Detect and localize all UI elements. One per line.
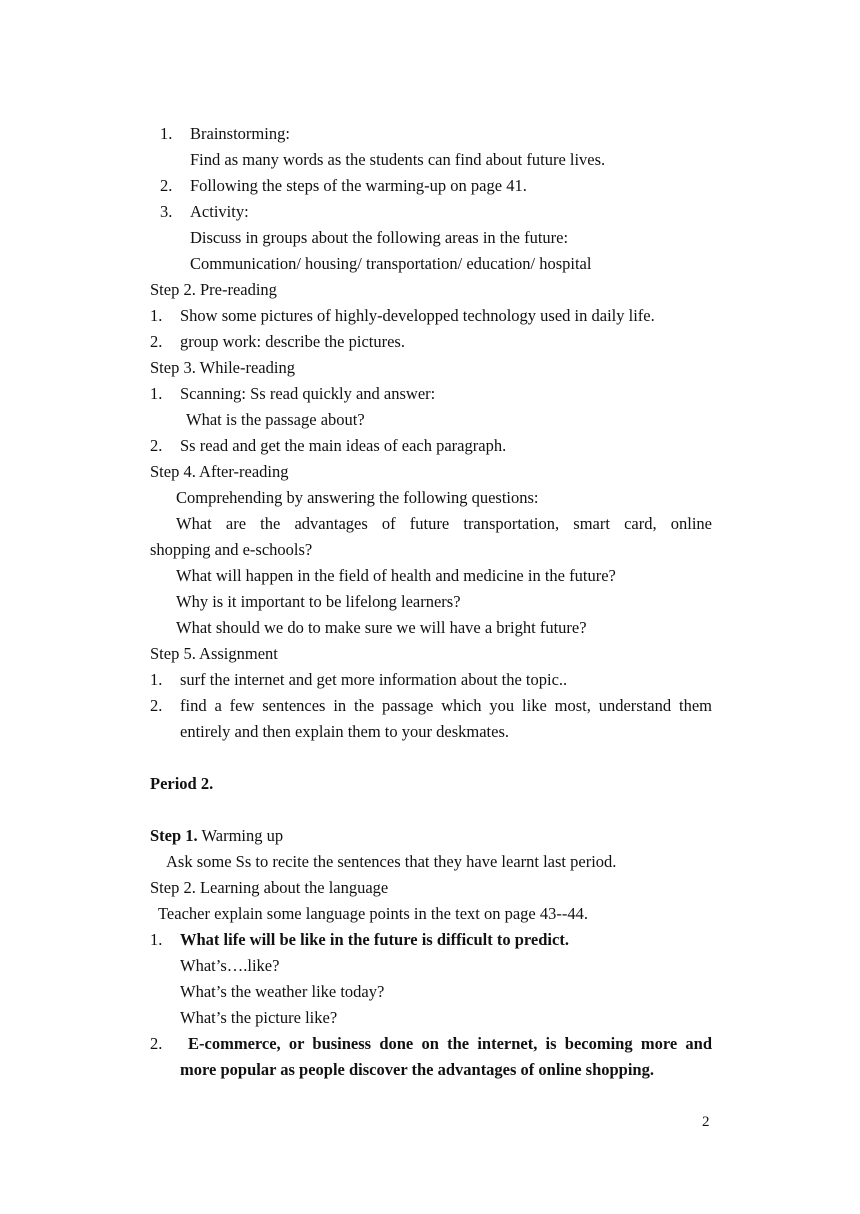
list-number: 2. (150, 332, 163, 351)
list-number: 1. (150, 930, 163, 949)
list-item-text: surf the internet and get more information about the topic.. (180, 670, 568, 689)
list-number: 1. (150, 306, 163, 325)
list-item-text: Show some pictures of highly-developped technology used in daily life. (180, 306, 655, 325)
question-text: What are the advantages of future transportation, smart card, online (176, 514, 712, 533)
language-point: E-commerce, or business done on the internet, is becoming more and (188, 1034, 712, 1053)
question-text: shopping and e-schools? (150, 540, 313, 559)
list-item-detail: Discuss in groups about the following areas in the future: (190, 228, 569, 247)
list-item-title: Activity: (190, 202, 249, 221)
list-number: 2. (150, 436, 163, 455)
step-heading: Step 2. Pre-reading (150, 280, 277, 299)
list-number: 1. (160, 124, 173, 143)
step-heading: Step 4. After-reading (150, 462, 289, 481)
step-heading: Step 3. While-reading (150, 358, 295, 377)
list-item-text: entirely and then explain them to your deskmates. (180, 722, 509, 741)
question-text: What is the passage about? (186, 410, 365, 429)
period-title: Period 2. (150, 774, 214, 793)
example-text: What’s the picture like? (180, 1008, 338, 1027)
paragraph-text: Teacher explain some language points in the text on page 43--44. (158, 904, 588, 923)
list-number: 1. (150, 670, 163, 689)
example-text: What’s….like? (180, 956, 280, 975)
step-label: Step 1. (150, 826, 198, 845)
list-item-title: Brainstorming: (190, 124, 290, 143)
step-label-rest: Warming up (197, 826, 284, 845)
list-number: 2. (160, 176, 173, 195)
step-heading: Step 5. Assignment (150, 644, 278, 663)
question-text: Why is it important to be lifelong learners? (176, 592, 461, 611)
language-point: more popular as people discover the advantages of online shopping. (180, 1060, 654, 1079)
question-text: What should we do to make sure we will have a bright future? (176, 618, 587, 637)
page-number: 2 (702, 1114, 710, 1130)
list-item-detail: Find as many words as the students can find about future lives. (190, 150, 606, 169)
list-item-text: find a few sentences in the passage which you like most, understand them (180, 696, 712, 715)
paragraph-text: Ask some Ss to recite the sentences that they have learnt last period. (166, 852, 617, 871)
step-heading (150, 826, 283, 846)
step-heading: Step 2. Learning about the language (150, 878, 389, 897)
list-item-detail: Communication/ housing/ transportation/ education/ hospital (190, 254, 592, 273)
list-number: 2. (150, 696, 163, 715)
list-item-text: Scanning: Ss read quickly and answer: (180, 384, 436, 403)
list-number: 1. (150, 384, 163, 403)
list-number: 2. (150, 1034, 163, 1053)
example-text: What’s the weather like today? (180, 982, 385, 1001)
language-point: What life will be like in the future is difficult to predict. (180, 930, 569, 949)
list-item-text: Following the steps of the warming-up on page 41. (190, 176, 527, 195)
paragraph-text: Comprehending by answering the following questions: (176, 488, 539, 507)
list-number: 3. (160, 202, 173, 221)
list-item-text: group work: describe the pictures. (180, 332, 405, 351)
question-text: What will happen in the field of health and medicine in the future? (176, 566, 616, 585)
list-item-text: Ss read and get the main ideas of each paragraph. (180, 436, 507, 455)
